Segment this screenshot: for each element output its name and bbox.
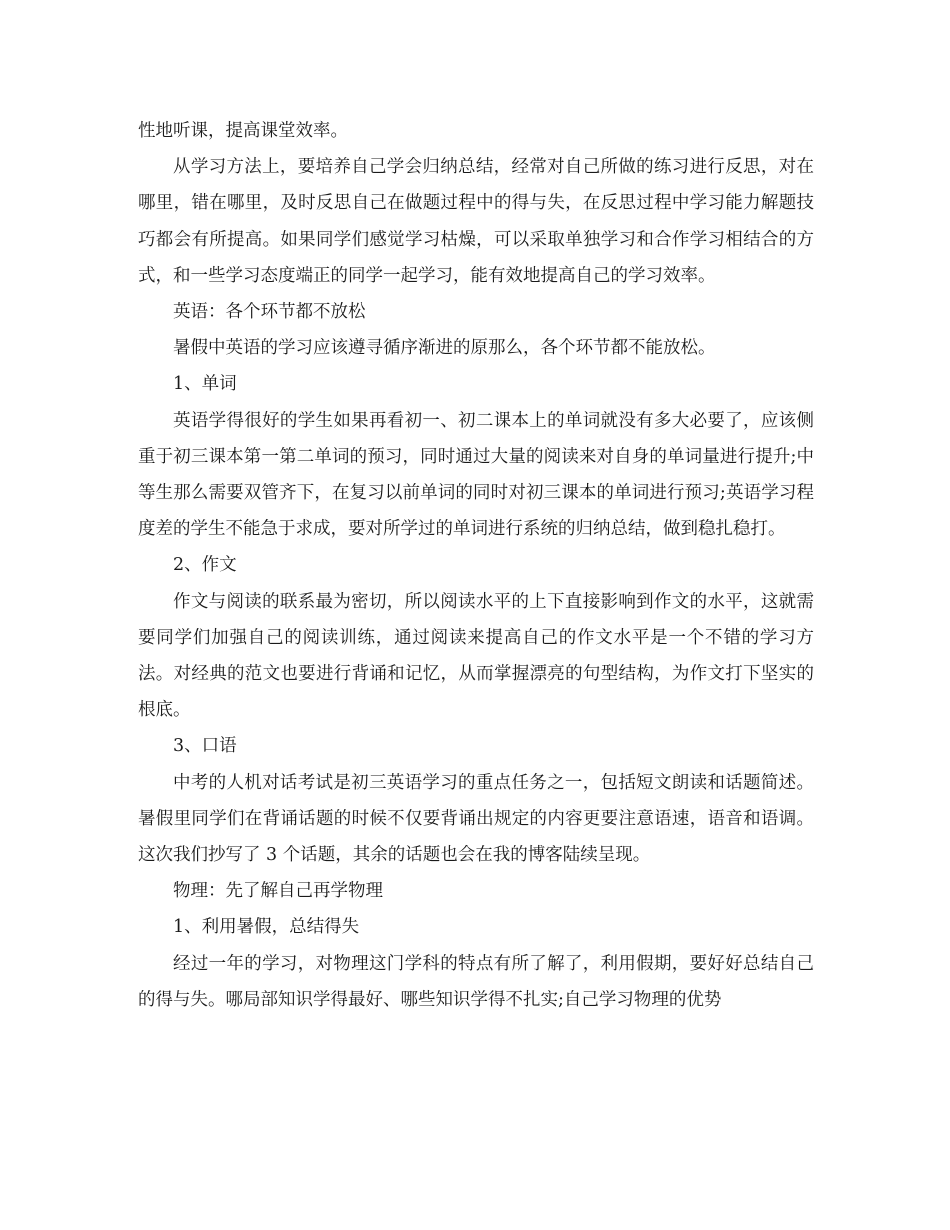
document-body xyxy=(138,113,814,1018)
heading-vocabulary: 1、单词 xyxy=(173,374,237,395)
paragraph-composition: 作文与阅读的联系最为密切，所以阅读水平的上下直接影响到作文的水平，这就需要同学们加强自己的阅读训练，通过阅读来提高自己的作文水平是一个不错的学习方法。对经典的范文也要进行背诵和记忆，从而掌握漂亮的句型结构，为作文打下坚实的根底。 xyxy=(138,591,814,721)
heading-physics: 物理：先了解自己再学物理 xyxy=(173,881,383,902)
paragraph-vocabulary: 英语学得很好的学生如果再看初一、初二课本上的单词就没有多大必要了，应该侧重于初三课本第一第二单词的预习，同时通过大量的阅读来对自身的单词量进行提升;中等生那么需要双管齐下，在复习以前单词的同时对初三课本的单词进行预习;英语学习程度差的学生不能急于求成，要对所学过的单词进行系统的归纳总结，做到稳扎稳打。 xyxy=(138,410,814,540)
paragraph-summer-review: 经过一年的学习，对物理这门学科的特点有所了解了，利用假期，要好好总结自己的得与失。哪局部知识学得最好、哪些知识学得不扎实;自己学习物理的优势 xyxy=(138,953,814,1010)
heading-english: 英语：各个环节都不放松 xyxy=(173,302,366,323)
heading-summer-review: 1、利用暑假，总结得失 xyxy=(173,917,360,938)
heading-composition: 2、作文 xyxy=(173,555,237,576)
paragraph-english-intro: 暑假中英语的学习应该遵寻循序渐进的原那么，各个环节都不能放松。 xyxy=(173,338,716,359)
paragraph-continuation: 性地听课，提高课堂效率。 xyxy=(138,121,348,141)
paragraph-study-method: 从学习方法上，要培养自己学会归纳总结，经常对自己所做的练习进行反思，对在哪里，错在哪里，及时反思自己在做题过程中的得与失，在反思过程中学习能力解题技巧都会有所提高。如果同学们感觉学习枯燥，可以采取单独学习和合作学习相结合的方式，和一些学习态度端正的同学一起学习，能有效地提高自己的学习效率。 xyxy=(138,157,814,286)
paragraph-speaking: 中考的人机对话考试是初三英语学习的重点任务之一，包括短文朗读和话题简述。暑假里同学们在背诵话题的时候不仅要背诵出规定的内容更要注意语速，语音和语调。这次我们抄写了 3 个话题，其余的话题也会在我的博客陆续呈现。 xyxy=(138,772,814,866)
heading-speaking: 3、口语 xyxy=(173,736,237,757)
